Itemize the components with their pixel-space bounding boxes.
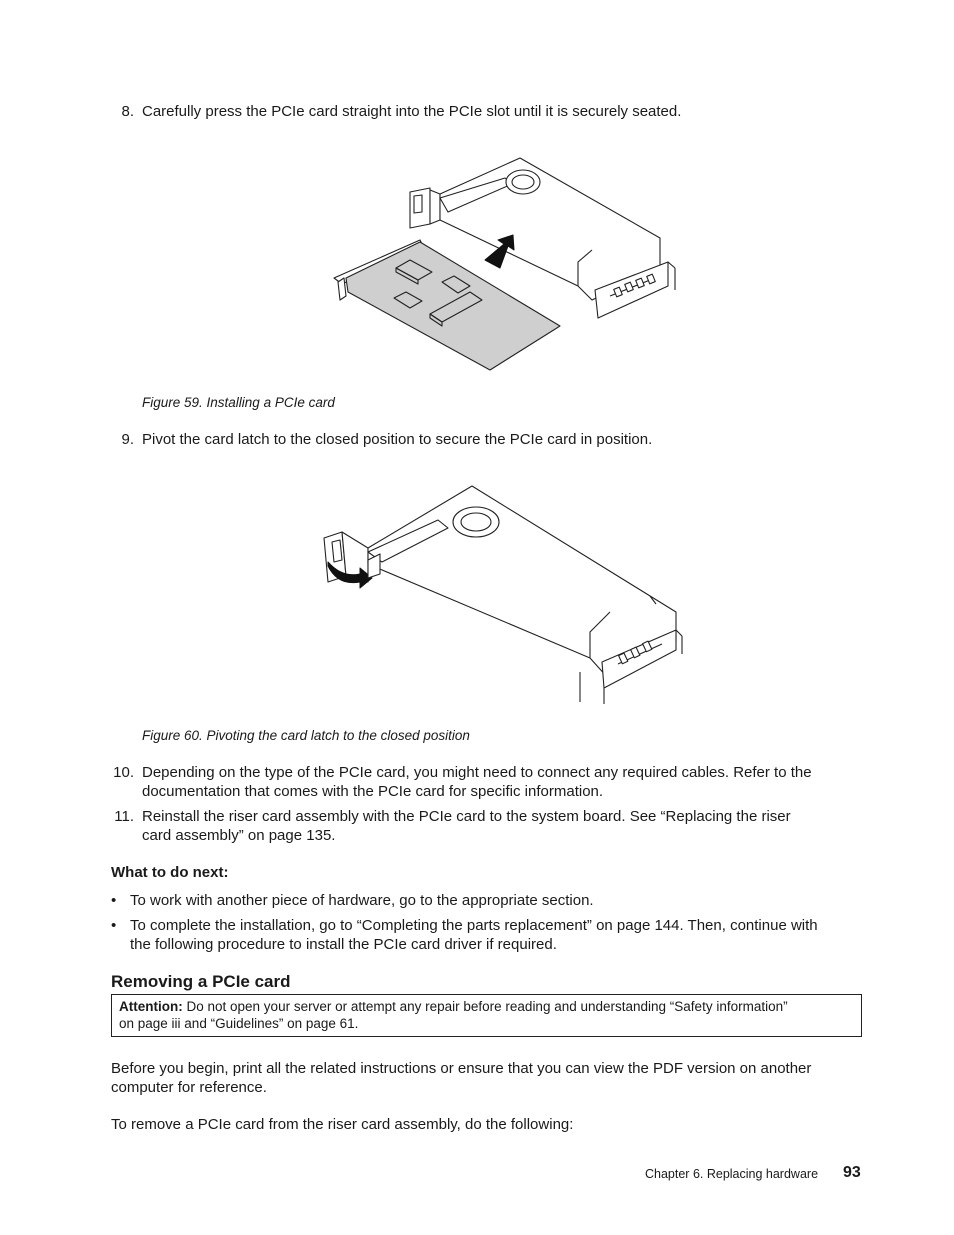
step-text: documentation that comes with the PCIe card for specific information. [142, 783, 604, 800]
step-number: 8. [121, 103, 134, 120]
step-text: Carefully press the PCIe card straight into the PCIe slot until it is securely seated. [142, 103, 682, 120]
figure-caption: Figure 60. Pivoting the card latch to the closed position [142, 728, 470, 743]
attention-label: Attention: [119, 999, 183, 1014]
bullet-icon: • [111, 892, 117, 909]
attention-text: on page iii and “Guidelines” on page 61. [119, 1016, 359, 1031]
step-number: 11. [114, 808, 134, 825]
next-heading: What to do next: [111, 864, 229, 881]
pcie-card-install-illustration [330, 150, 690, 375]
attention-box [111, 994, 862, 1037]
list-item: To work with another piece of hardware, go to the appropriate section. [130, 892, 594, 909]
footer-chapter: Chapter 6. Replacing hardware [645, 1167, 819, 1181]
figure-caption: Figure 59. Installing a PCIe card [142, 395, 335, 410]
bullet-icon: • [111, 917, 117, 934]
step-text: Reinstall the riser card assembly with the PCIe card to the system board. See “Replacing the riser [142, 808, 791, 825]
card-latch-close-illustration [320, 482, 690, 707]
paragraph: To remove a PCIe card from the riser card assembly, do the following: [111, 1116, 574, 1133]
step-text: Pivot the card latch to the closed position to secure the PCIe card in position. [142, 431, 653, 448]
list-item: To complete the installation, go to “Completing the parts replacement” on page 144. Then, continue with [130, 917, 818, 934]
step-number: 9. [121, 431, 134, 448]
step-text: Depending on the type of the PCIe card, you might need to connect any required cables. Refer to the [142, 764, 812, 781]
section-title: Removing a PCIe card [111, 972, 291, 991]
paragraph: computer for reference. [111, 1079, 267, 1096]
step-number: 10. [113, 764, 134, 781]
list-item: the following procedure to install the PCIe card driver if required. [130, 936, 557, 953]
attention-text: Do not open your server or attempt any repair before reading and understanding “Safety information” [186, 999, 788, 1014]
step-text: card assembly” on page 135. [142, 827, 336, 844]
paragraph: Before you begin, print all the related instructions or ensure that you can view the PDF version on another [111, 1060, 812, 1077]
page-number: 93 [843, 1164, 861, 1181]
